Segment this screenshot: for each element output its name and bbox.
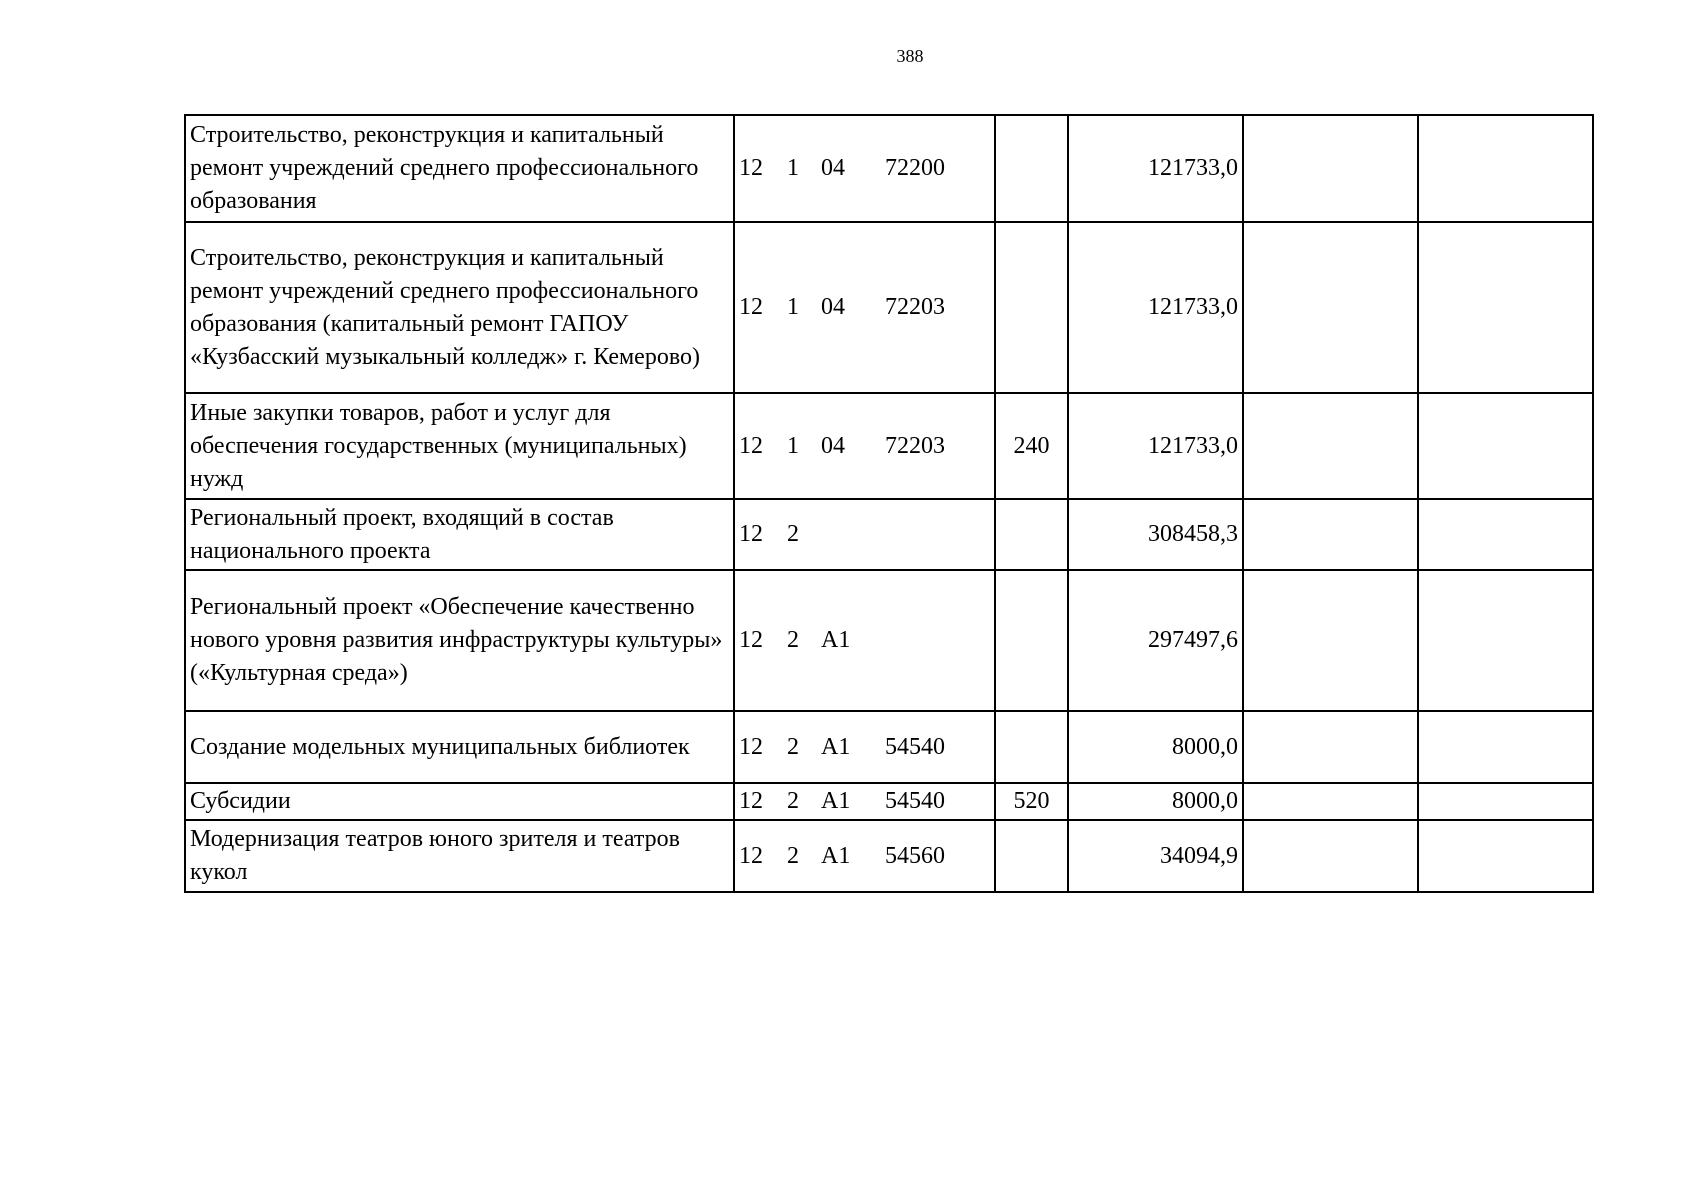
subprogram-code: 2 (787, 521, 799, 547)
empty-cell (1243, 499, 1418, 570)
subprogram-code: 1 (787, 432, 799, 459)
amount-cell: 308458,3 (1068, 499, 1243, 570)
expense-type-code (995, 711, 1068, 783)
expense-type-code: 240 (995, 393, 1068, 499)
row-codes (734, 570, 995, 711)
row-codes (734, 711, 995, 783)
row-codes (734, 499, 995, 570)
direction-code: 72203 (885, 432, 945, 459)
amount-cell: 121733,0 (1068, 115, 1243, 222)
table-row (185, 222, 1593, 393)
empty-cell (1418, 115, 1593, 222)
row-name: Создание модельных муниципальных библиотек (185, 711, 734, 783)
row-codes (734, 115, 995, 222)
expense-type-code (995, 115, 1068, 222)
table-row (185, 570, 1593, 711)
subprogram-code: 2 (787, 627, 799, 653)
main-event-code: А1 (821, 788, 851, 814)
empty-cell (1243, 570, 1418, 711)
table-row (185, 711, 1593, 783)
row-name: Строительство, реконструкция и капитальный ремонт учреждений среднего профессионального образования (185, 115, 734, 222)
amount-cell: 8000,0 (1068, 783, 1243, 820)
empty-cell (1243, 115, 1418, 222)
direction-code: 72203 (885, 294, 945, 320)
table-row (185, 393, 1593, 499)
table-row (185, 783, 1593, 820)
main-event-code: 04 (821, 432, 845, 459)
row-codes (734, 222, 995, 393)
row-name: Региональный проект «Обеспечение качественно нового уровня развития инфраструктуры культуры» («Культурная среда») (185, 570, 734, 711)
main-event-code: 04 (821, 294, 845, 320)
expense-type-code (995, 570, 1068, 711)
subprogram-code: 2 (787, 733, 799, 760)
empty-cell (1243, 711, 1418, 783)
program-code: 12 (739, 627, 763, 653)
empty-cell (1243, 393, 1418, 499)
empty-cell (1418, 570, 1593, 711)
amount-cell: 121733,0 (1068, 393, 1243, 499)
expense-type-code (995, 222, 1068, 393)
expense-type-code (995, 820, 1068, 892)
expense-type-code: 520 (995, 783, 1068, 820)
direction-code: 54560 (885, 842, 945, 869)
program-code: 12 (739, 842, 763, 869)
row-name: Иные закупки товаров, работ и услуг для обеспечения государственных (муниципальных) нужд (185, 393, 734, 499)
expense-type-code (995, 499, 1068, 570)
direction-code: 72200 (885, 155, 945, 181)
subprogram-code: 1 (787, 294, 799, 320)
empty-cell (1243, 820, 1418, 892)
row-name: Строительство, реконструкция и капитальный ремонт учреждений среднего профессионального образования (капитальный ремонт ГАПОУ «Кузбасский музыкальный колледж» г. Кемерово) (185, 222, 734, 393)
empty-cell (1418, 711, 1593, 783)
main-event-code: 04 (821, 155, 845, 181)
program-code: 12 (739, 733, 763, 760)
row-codes (734, 820, 995, 892)
empty-cell (1418, 783, 1593, 820)
program-code: 12 (739, 788, 763, 814)
program-code: 12 (739, 521, 763, 547)
amount-cell: 121733,0 (1068, 222, 1243, 393)
program-code: 12 (739, 155, 763, 181)
subprogram-code: 2 (787, 788, 799, 814)
subprogram-code: 1 (787, 155, 799, 181)
main-event-code: А1 (821, 627, 851, 653)
row-name: Субсидии (185, 783, 734, 820)
empty-cell (1418, 393, 1593, 499)
empty-cell (1418, 499, 1593, 570)
table-row (185, 499, 1593, 570)
empty-cell (1243, 222, 1418, 393)
table-row (185, 820, 1593, 892)
program-code: 12 (739, 294, 763, 320)
main-event-code: А1 (821, 733, 851, 760)
table-row (185, 115, 1593, 222)
row-name: Модернизация театров юного зрителя и театров кукол (185, 820, 734, 892)
amount-cell: 297497,6 (1068, 570, 1243, 711)
page-number: 388 (896, 46, 924, 66)
row-name: Региональный проект, входящий в состав национального проекта (185, 499, 734, 570)
amount-cell: 8000,0 (1068, 711, 1243, 783)
main-event-code: А1 (821, 842, 851, 869)
program-code: 12 (739, 432, 763, 459)
amount-cell: 34094,9 (1068, 820, 1243, 892)
row-codes (734, 783, 995, 820)
empty-cell (1243, 783, 1418, 820)
row-codes (734, 393, 995, 499)
empty-cell (1418, 820, 1593, 892)
empty-cell (1418, 222, 1593, 393)
direction-code: 54540 (885, 788, 945, 814)
subprogram-code: 2 (787, 842, 799, 869)
budget-table (184, 114, 1594, 893)
direction-code: 54540 (885, 733, 945, 760)
